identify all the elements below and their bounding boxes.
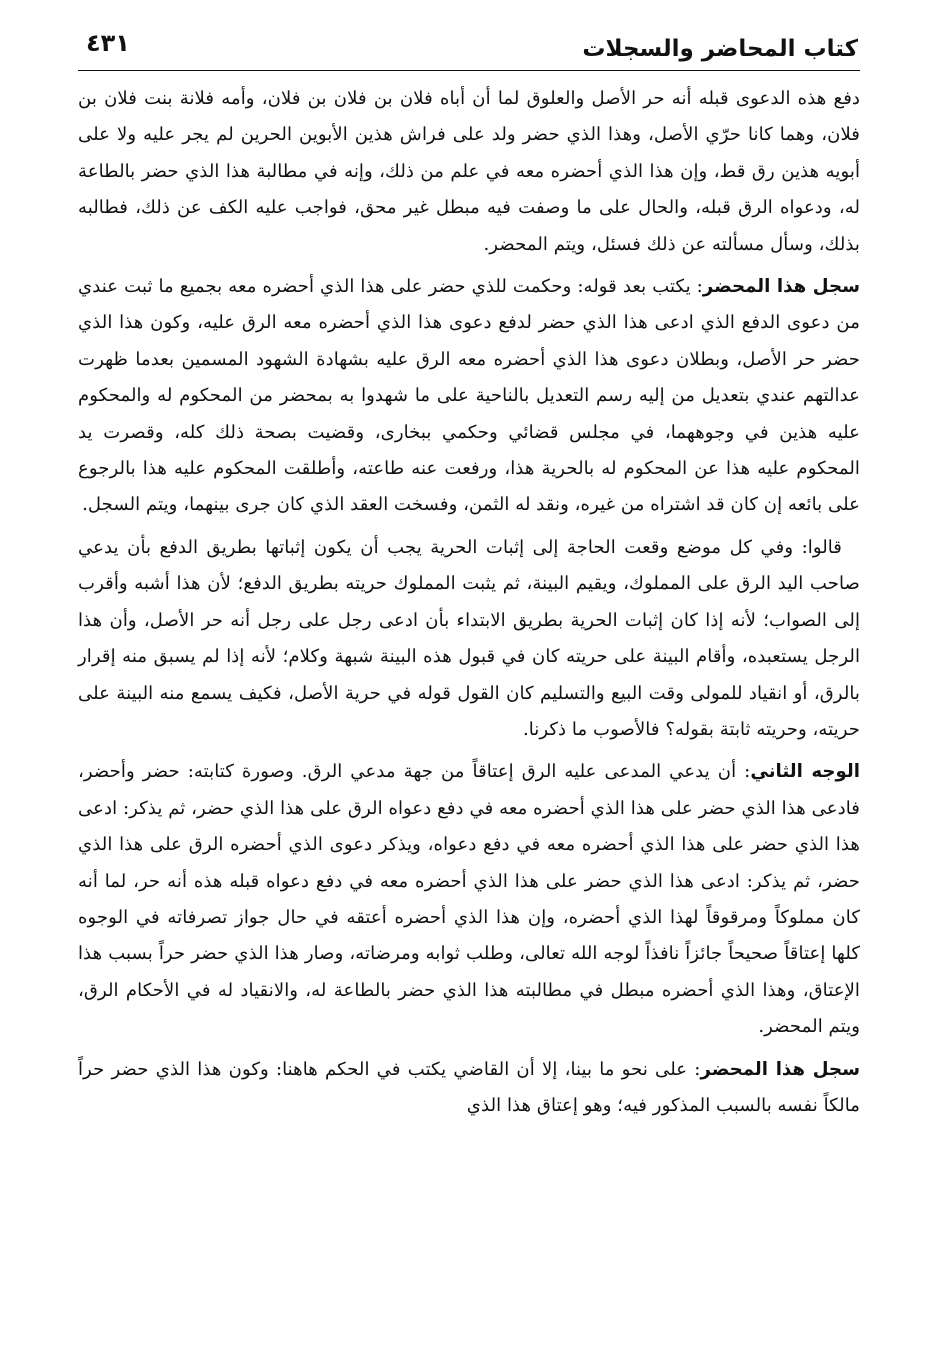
paragraph	[78, 754, 860, 1045]
paragraph	[78, 269, 860, 524]
paragraph-heading: سجل هذا المحضر	[700, 1058, 860, 1080]
paragraph	[78, 1052, 860, 1125]
page-number: ٤٣١	[86, 29, 130, 57]
paragraph-text: دفع هذه الدعوى قبله أنه حر الأصل والعلوق لما أن أباه فلان بن فلان بن فلان، وأمه فلانة بنت فلان بن فلان، وهما كانا حرّي الأصل، وهذا الذي حضر ولد على فراش هذين الأبوين الحرين لم يجر عليه ولا على أبويه هذين رق قط، وإن هذا الذي أحضره معه في علم من ذلك، وإنه في مطالبة هذا الذي حضر بالطاعة له، ودعواه الرق قبله، والحال على ما وصفت فيه مبطل غير محق، فواجب عليه الكف عن ذلك، فطالبه بذلك، وسأل مسألته عن ذلك فسئل، ويتم المحضر.	[78, 88, 860, 255]
running-title: كتاب المحاضر والسجلات	[582, 36, 858, 62]
body-text	[78, 81, 860, 1124]
book-page	[78, 24, 860, 1342]
paragraph-text: : يكتب بعد قوله: وحكمت للذي حضر على هذا الذي أحضره معه بجميع ما ثبت عندي من دعوى الدفع الذي ادعى هذا الذي حضر لدفع دعوى هذا الذي أحضره معه الرق عليه، وكون هذا الذي حضر حر الأصل، وبطلان دعوى هذا الذي أحضره معه الرق عليه بشهادة الشهود المسمين بعدما ظهرت عدالتهم عندي بتعديل من إليه رسم التعديل بالناحية على ما شهدوا به بمحضر من المحكوم له والمحكوم عليه هذين في وجوههما، في مجلس قضائي وحكمي ببخارى، وقضيت بصحة ذلك كله، وقصرت يد المحكوم عليه هذا عن المحكوم له بالحرية هذا، ورفعت عنه طاعته، وأطلقت المحكوم عليه هذا بالرجوع على بائعه إن كان قد اشتراه من غيره، ونقد له الثمن، وفسخت العقد الذي كان جرى بينهما، ويتم السجل.	[78, 276, 860, 516]
paragraph-heading: الوجه الثاني	[750, 761, 860, 783]
paragraph-text: : أن يدعي المدعى عليه الرق إعتاقاً من جهة مدعي الرق. وصورة كتابته: حضر وأحضر، فادعى هذا الذي حضر على هذا الذي أحضره معه في دفع دعواه الرق على هذا الذي حضر، ثم يذكر: ادعى هذا الذي حضر على هذا الذي أحضره معه في دفع دعواه، ويذكر دعوى الذي أحضره الرق على هذا الذي حضر، ثم يذكر: ادعى هذا الذي حضر على هذا الذي أحضره معه في دفع دعواه قبله هذه أنه حر، لما أنه كان مملوكاً ومرقوقاً لهذا الذي أحضره، وإن هذا الذي أحضره أعتقه في حال جواز تصرفاته في الوجوه كلها إعتاقاً صحيحاً جائزاً نافذاً لوجه الله تعالى، وطلب ثوابه ومرضاته، وصار هذا الذي حضر حراً بسبب هذا الإعتاق، وهذا الذي أحضره مبطل في مطالبته هذا الذي حضر بالطاعة له، والانقياد له في الأحكام الرق، ويتم المحضر.	[78, 761, 860, 1038]
paragraph-heading: سجل هذا المحضر	[702, 276, 860, 298]
paragraph	[78, 530, 860, 748]
paragraph	[78, 81, 860, 263]
page-header	[78, 24, 860, 71]
paragraph-text: قالوا: وفي كل موضع وقعت الحاجة إلى إثبات الحرية يجب أن يكون إثباتها بطريق الدفع بأن يدعي صاحب اليد الرق على المملوك، ويقيم البينة، ثم يثبت المملوك حريته بطريق الدفع؛ لأن هذا أشبه وأقرب إلى الصواب؛ لأنه إذا كان إثبات الحرية بطريق الابتداء بأن ادعى رجل على رجل أنه حر الأصل، وأن هذا الرجل يستعبده، وأقام البينة على حريته كان في قبول هذه البينة شبهة وكلام؛ لأنه إذا لم يسبق منه إقرار بالرق، أو انقياد للمولى وقت البيع والتسليم كان القول قوله في حرية الأصل، فكيف يسمع منه البينة على حريته، وحريته ثابتة بقوله؟ فالأصوب ما ذكرنا.	[78, 536, 860, 740]
paragraph-text: : على نحو ما بينا، إلا أن القاضي يكتب في الحكم هاهنا: وكون هذا الذي حضر حراً مالكاً نفسه بالسبب المذكور فيه؛ وهو إعتاق هذا الذي	[78, 1058, 860, 1116]
